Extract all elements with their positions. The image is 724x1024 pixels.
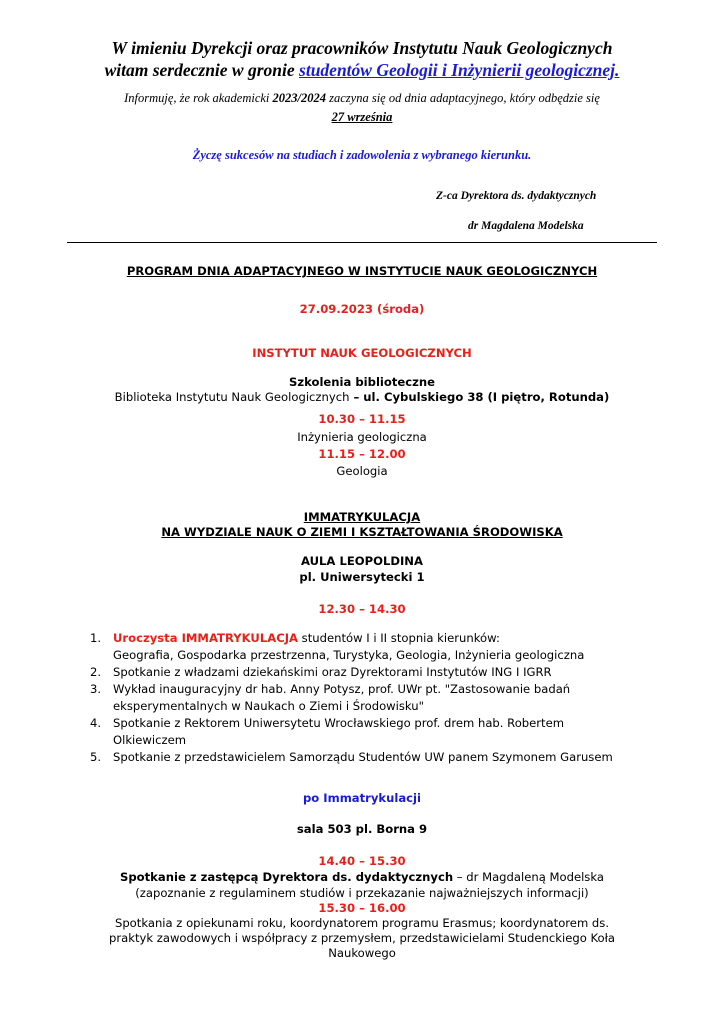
library-slot-1-group: Inżynieria geologiczna: [297, 430, 427, 444]
list-item-line: Spotkanie z przedstawicielem Samorządu Studentów UW panem Szymonem Garusem: [113, 750, 613, 764]
list-item-number: 1.: [90, 631, 102, 645]
program-title: PROGRAM DNIA ADAPTACYJNEGO W INSTYTUCIE NAUK GEOLOGICZNYCH: [126, 264, 598, 278]
list-item-line-2: eksperymentalnych w Naukach o Ziemi i Środowisku": [113, 699, 424, 713]
immatriculation-title-2: NA WYDZIALE NAUK O ZIEMI I KSZTAŁTOWANIA ŚRODOWISKA: [161, 525, 563, 539]
list-item-number: 4.: [90, 716, 102, 730]
list-item-line: Wykład inauguracyjny dr hab. Anny Potysz, prof. UWr pt. "Zastosowanie badań: [113, 682, 571, 696]
list-item: [90, 630, 710, 664]
after-slot-1-time: 14.40 – 15.30: [318, 854, 406, 868]
ceremony-highlight: Uroczysta IMMATRYKULACJA: [113, 631, 298, 645]
immatriculation-time: 12.30 – 14.30: [318, 602, 406, 616]
list-item: [90, 715, 710, 749]
list-item-number: 3.: [90, 682, 102, 696]
after-heading: po Immatrykulacji: [303, 791, 421, 805]
start-info: [0, 89, 724, 127]
library-slot-2-group: Geologia: [336, 464, 388, 478]
signature-name: dr Magdalena Modelska: [468, 220, 584, 232]
after-slot-2-line-1: Spotkania z opiekunami roku, koordynatorem programu Erasmus; koordynatorem ds.: [114, 916, 610, 930]
after-slot-1-note: (zapoznanie z regulaminem studiów i przekazanie najważniejszych informacji): [135, 886, 589, 900]
start-info-line: [0, 89, 724, 108]
after-slot-1-title: [0, 870, 724, 884]
list-item-text: studentów I i II stopnia kierunków:: [297, 631, 500, 645]
list-item-line: Spotkanie z władzami dziekańskimi oraz Dyrektorami Instytutów ING I IGRR: [113, 665, 552, 679]
library-slot-2-time: 11.15 – 12.00: [318, 447, 406, 461]
library-place-name: Biblioteka Instytutu Nauk Geologicznych: [114, 390, 350, 404]
after-slot-2-line-2: praktyk zawodowych i współpracy z przemysłem, przedstawicielami Studenckiego Koła: [109, 931, 615, 945]
greeting-line-1: W imieniu Dyrekcji oraz pracowników Instytutu Nauk Geologicznych: [111, 38, 613, 58]
divider: [67, 242, 657, 243]
agenda-list: [90, 630, 710, 766]
after-slot-1-rest: – dr Magdaleną Modelska: [453, 870, 604, 884]
signature-role: Z-ca Dyrektora ds. dydaktycznych: [436, 190, 597, 202]
greeting-line-2: [0, 59, 724, 81]
list-item-number: 2.: [90, 665, 102, 679]
library-place: [0, 390, 724, 404]
list-item-line-2: Olkiewiczem: [113, 733, 187, 747]
students-link[interactable]: studentów Geologii i Inżynierii geologicznej.: [299, 60, 620, 80]
after-slot-2-time: 15.30 – 16.00: [318, 901, 406, 915]
after-slot-2-text: [0, 916, 724, 961]
after-slot-2-line-3: Naukowego: [328, 946, 396, 960]
library-heading: Szkolenia biblioteczne: [288, 375, 435, 389]
wish-text: Życzę sukcesów na studiach i zadowolenia z wybranego kierunku.: [192, 148, 532, 162]
immatriculation-title-1: IMMATRYKULACJA: [303, 510, 421, 524]
after-room: sala 503 pl. Borna 9: [296, 822, 428, 836]
venue-name: AULA LEOPOLDINA: [301, 554, 423, 568]
list-item: [90, 681, 710, 715]
list-item-line: [113, 630, 710, 647]
list-item-number: 5.: [90, 750, 102, 764]
venue-address: pl. Uniwersytecki 1: [299, 570, 425, 584]
start-info-prefix: Informuję, że rok akademicki: [124, 91, 273, 105]
list-item-line: Spotkanie z Rektorem Uniwersytetu Wrocławskiego prof. drem hab. Robertem: [113, 716, 565, 730]
start-info-suffix: zaczyna się od dnia adaptacyjnego, który odbędzie się: [326, 91, 600, 105]
library-address: – ul. Cybulskiego 38 (I piętro, Rotunda): [349, 390, 610, 404]
library-slot-1-time: 10.30 – 11.15: [318, 412, 406, 426]
greeting-line-2-prefix: witam serdecznie w gronie: [104, 60, 300, 80]
start-date: 27 września: [331, 110, 393, 124]
academic-year: 2023/2024: [272, 91, 327, 105]
institute-heading: INSTYTUT NAUK GEOLOGICZNYCH: [252, 346, 472, 360]
list-item: [90, 749, 710, 766]
list-item-line-2: Geografia, Gospodarka przestrzenna, Turystyka, Geologia, Inżynieria geologiczna: [113, 648, 585, 662]
greeting: [0, 37, 724, 81]
after-slot-1-bold: Spotkanie z zastępcą Dyrektora ds. dydaktycznych: [120, 870, 454, 884]
program-date: 27.09.2023 (środa): [299, 302, 425, 316]
list-item: [90, 664, 710, 681]
